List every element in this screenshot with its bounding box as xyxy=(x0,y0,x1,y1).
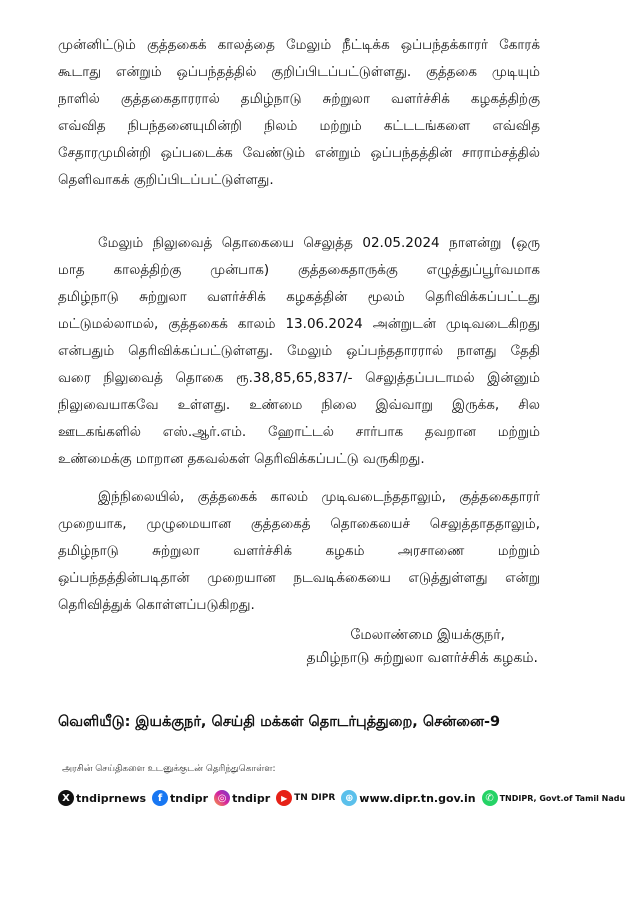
social-whatsapp[interactable] xyxy=(482,790,626,806)
text-line: என்பதும் தெரிவிக்கப்பட்டுள்ளது. மேலும் ஒப்பந்ததாரரால் நாளது தேதி xyxy=(58,343,540,359)
text-line: உண்மைக்கு மாறான தகவல்கள் தெரிவிக்கப்பட்டு வருகிறது. xyxy=(58,451,425,467)
text-line: தெளிவாகக் குறிப்பிடப்பட்டுள்ளது. xyxy=(58,172,274,188)
text-line: நிலுவையாகவே உள்ளது. உண்மை நிலை இவ்வாறு இருக்க, சில xyxy=(58,397,540,413)
social-instagram[interactable] xyxy=(214,790,270,806)
social-label: TN DIPR xyxy=(294,793,336,803)
globe-icon: ⊕ xyxy=(341,790,357,806)
text-line: தெரிவித்துக் கொள்ளப்படுகிறது. xyxy=(58,597,255,613)
youtube-icon: ▶ xyxy=(276,790,292,806)
x-icon: X xyxy=(58,790,74,806)
text-line: இந்நிலையில், குத்தகைக் காலம் முடிவடைந்ததாலும், குத்தகைதாரர் xyxy=(98,489,540,505)
paragraph-1 xyxy=(58,32,540,194)
social-facebook[interactable] xyxy=(152,790,208,806)
text-line: ஊடகங்களில் எஸ்.ஆர்.எம். ஹோட்டல் சார்பாக தவறான மற்றும் xyxy=(58,424,540,440)
social-label: tndipr xyxy=(232,791,271,805)
paragraph-3 xyxy=(58,484,540,619)
whatsapp-icon: ✆ xyxy=(482,790,498,806)
social-website[interactable] xyxy=(341,790,475,806)
follow-text: அரசின் செய்திகளை உடனுக்குடன் தெரிந்துகொள்ள: xyxy=(62,764,276,774)
text-line: தமிழ்நாடு சுற்றுலா வளர்ச்சிக் கழகத்தின் மூலம் தெரிவிக்கப்பட்டது xyxy=(58,289,540,305)
signature-organization: தமிழ்நாடு சுற்றுலா வளர்ச்சிக் கழகம். xyxy=(306,650,538,666)
text-line: கூடாது என்றும் ஒப்பந்தத்தில் குறிப்பிடப்பட்டுள்ளது. குத்தகை முடியும் xyxy=(58,64,540,80)
text-line: நாளில் குத்தகைதாரரால் தமிழ்நாடு சுற்றுலா வளர்ச்சிக் கழகத்திற்கு xyxy=(58,91,540,107)
social-label: www.dipr.tn.gov.in xyxy=(359,791,476,805)
text-line: மேலும் நிலுவைத் தொகையை செலுத்த 02.05.2024 நாளன்று (ஒரு xyxy=(98,235,540,251)
social-youtube[interactable] xyxy=(276,790,335,806)
text-line: மாத காலத்திற்கு முன்பாக) குத்தகைதாருக்கு எழுத்துப்பூர்வமாக xyxy=(58,262,540,278)
signature-designation: மேலாண்மை இயக்குநர், xyxy=(350,627,505,643)
text-line: மட்டுமல்லாமல், குத்தகைக் காலம் 13.06.2024 அன்றுடன் முடிவடைகிறது xyxy=(58,316,540,332)
social-label: tndiprnews xyxy=(76,791,147,805)
social-label: TNDIPR, Govt.of Tamil Nadu xyxy=(499,793,626,803)
text-line: எவ்வித நிபந்தனையுமின்றி நிலம் மற்றும் கட்டடங்களை எவ்வித xyxy=(58,118,540,134)
release-line: வெளியீடு: இயக்குநர், செய்தி மக்கள் தொடர்புத்துறை, சென்னை-9 xyxy=(58,714,501,730)
text-line: தமிழ்நாடு சுற்றுலா வளர்ச்சிக் கழகம் அரசாணை மற்றும் xyxy=(58,543,540,559)
paragraph-2 xyxy=(58,230,540,473)
facebook-icon: f xyxy=(152,790,168,806)
text-line: சேதாரமுமின்றி ஒப்படைக்க வேண்டும் என்றும் ஒப்பந்தத்தின் சாராம்சத்தில் xyxy=(58,145,540,161)
text-line: வரை நிலுவைத் தொகை ரூ.38,85,65,837/- செலுத்தப்படாமல் இன்னும் xyxy=(58,370,540,386)
instagram-icon: ◎ xyxy=(214,790,230,806)
text-line: ஒப்பந்தத்தின்படிதான் முறையான நடவடிக்கையை எடுத்துள்ளது என்று xyxy=(58,570,540,586)
social-x[interactable] xyxy=(58,790,146,806)
text-line: முறையாக, முழுமையான குத்தகைத் தொகையைச் செலுத்தாததாலும், xyxy=(58,516,540,532)
social-links xyxy=(58,790,628,806)
text-line: முன்னிட்டும் குத்தகைக் காலத்தை மேலும் நீட்டிக்க ஒப்பந்தக்காரர் கோரக் xyxy=(58,37,540,53)
social-label: tndipr xyxy=(170,791,209,805)
